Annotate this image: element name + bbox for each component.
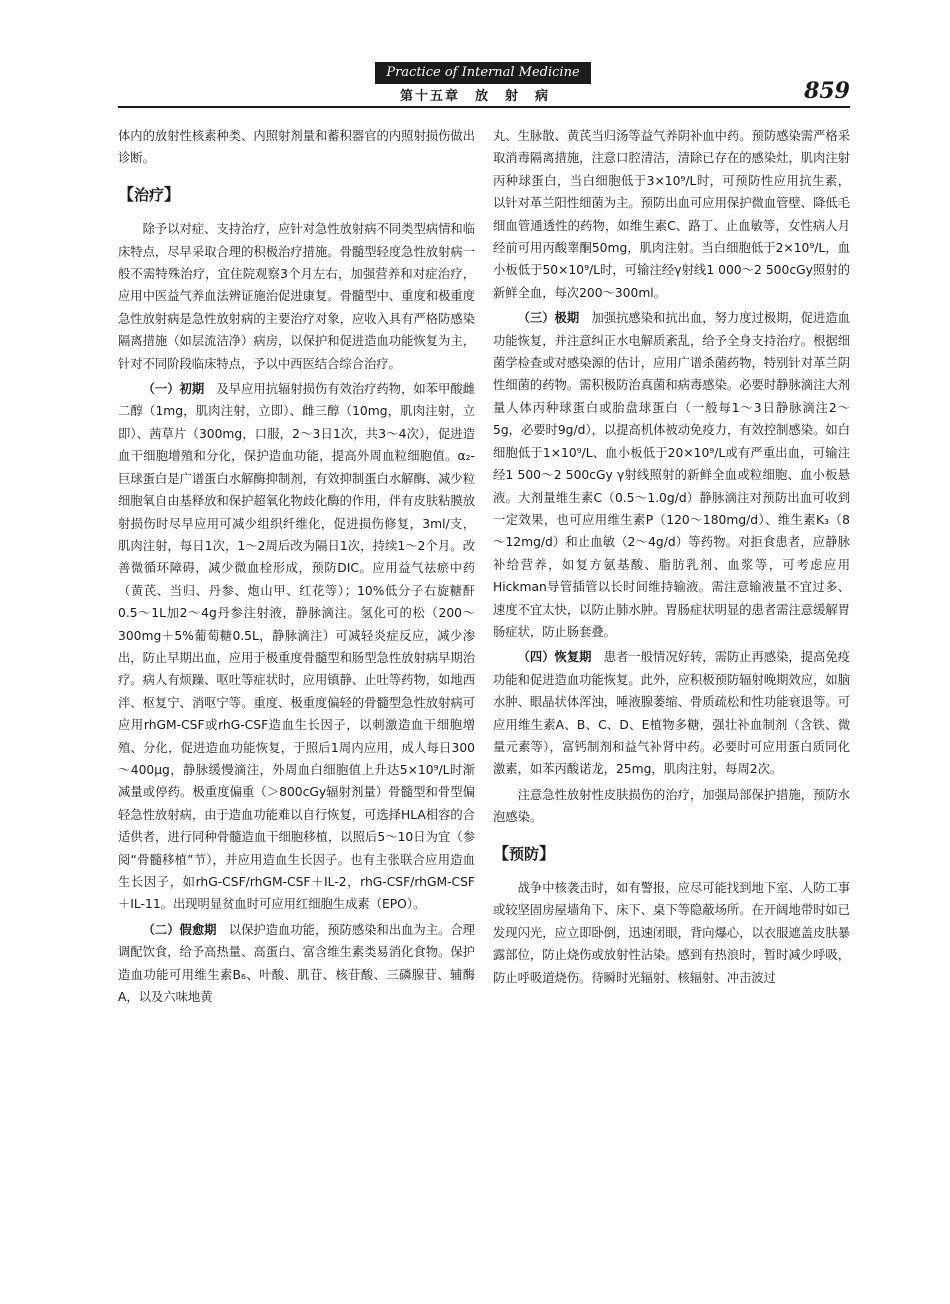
paragraph: 注意急性放射性皮肤损伤的治疗，加强局部保护措施，预防水泡感染。 (493, 787, 850, 825)
paragraph (118, 378, 475, 916)
phase-text: 加强抗感染和抗出血，努力度过极期，促进造血功能恢复，并注意纠正水电解质紊乱，给予全身支持治疗。根据细菌学检查或对感染源的估计，应用广谱杀菌药物，特别针对革兰阴性细菌的药物。需积极防治真菌和病毒感染。必要时静脉滴注大剂量人体丙种球蛋白或胎盘球蛋白（一般每1～3日静脉滴注2～5g，必要时9g/d），以提高机体被动免疫力，有效控制感染。如白细胞低于1×10⁹/L、血小板低于20×10⁹/L或有严重出血，可输注经1 500～2 500cGy γ射线照射的新鲜全血或粒细胞、血小板悬液。大剂量维生素C（0.5～1.0g/d）静脉滴注对预防出血可收到一定效果，也可应用维生素P（120～180mg/d）、维生素K₃（8～12mg/d）和止血敏（2～4g/d）等药物。对拒食患者，应静脉补给营养，如复方氨基酸、脂肪乳剂、血浆等，可考虑应用Hickman导管插管以长时间维持输液。需注意输液量不宜过多、速度不宜太快，以防止肺水肿。胃肠症状明显的患者需注意缓解胃肠症状，防止肠套叠。 (493, 311, 850, 639)
section-heading-prevention: 【预防】 (493, 843, 556, 863)
section-title: 治疗 (134, 185, 165, 204)
journal-title: Practice of Internal Medicine (386, 65, 580, 80)
left-column (118, 125, 475, 1011)
paragraph: 除予以对症、支持治疗，应针对急性放射病不同类型病情和临床特点，尽早采取合理的积极治疗措施。骨髓型轻度急性放射病一般不需特殊治疗，宜住院观察3个月左右，加强营养和对症治疗，应用中医益气养血法辨证施治促进康复。骨髓型中、重度和极重度急性放射病是急性放射病的主要治疗对象，应收入具有严格防感染隔离措施（如层流洁净）病房，以保护和促进造血功能恢复为主，针对不同阶段临床特点，予以中西医结合综合治疗。 (118, 222, 475, 371)
phase-text: 及早应用抗辐射损伤有效治疗药物，如苯甲酸雌二醇（1mg，肌肉注射，立即）、雌三醇（10mg，肌肉注射，立即）、茜草片（300mg，口服，2～3日1次，共3～4次），促进造血干细胞增殖和分化，保护造血功能，提高外周血粒细胞值。α₂-巨球蛋白是广谱蛋白水解酶抑制剂，有效抑制蛋白水解酶、减少粒细胞氧自由基释放和保护超氧化物歧化酶的作用，伴有皮肤粘膜放射损伤时尽早应用可减少组织纤维化，促进损伤修复，3ml/支，肌肉注射，每日1次，1～2周后改为隔日1次，持续1～2个月。改善微循环障碍，减少微血栓形成，预防DIC。应用益气祛瘀中药（黄芪、当归、丹参、炮山甲、红花等）；10%低分子右旋糖酐0.5～1L加2～4g丹参注射液，静脉滴注。氢化可的松（200～300mg＋5%葡萄糖0.5L，静脉滴注）可减轻炎症反应，减少渗出，防止早期出血，应用于极重度骨髓型和肠型急性放射病早期治疗。病人有烦躁、呕吐等症状时，应用镇静、止吐等药物，如地西泮、枢复宁、消呕宁等。重度、极重度偏轻的骨髓型急性放射病可应用rhGM-CSF或rhG-CSF造血生长因子，以刺激造血干细胞增殖、分化，促进造血功能恢复，于照后1周内应用，成人每日300～400μg，静脉缓慢滴注，外周血白细胞值上升达5×10⁹/L时渐减量或停药。极重度偏重（＞800cGy辐射剂量）骨髓型和骨型偏轻急性放射病，由于造血功能难以自行恢复，可选择HLA相容的合适供者，进行同种骨髓造血干细胞移植，以照后5～10日为宜（参阅“骨髓移植”节），并应用造血生长因子。也有主张联合应用造血生长因子，如rhG-CSF/rhGM-CSF＋IL-2，rhG-CSF/rhGM-CSF＋IL-11。出现明显贫血时可应用红细胞生成素（EPO）。 (118, 382, 475, 912)
section-title: 预防 (509, 844, 540, 863)
right-column (493, 125, 850, 992)
phase-heading: （二）假愈期 (142, 922, 217, 937)
phase-heading: （四）恢复期 (517, 650, 592, 665)
paragraph: 战争中核袭击时，如有警报，应尽可能找到地下室、人防工事或较坚固房屋墙角下、床下、桌下等隐蔽场所。在开阔地带时如已发现闪光，应立即卧倒，迅速闭眼，背向爆心，以衣服遮盖皮肤暴露部位，防止烧伤或放射性沾染。感到有热浪时，暂时减少呼吸，防止呼吸道烧伤。待瞬时光辐射、核辐射、冲击波过 (493, 881, 850, 985)
phase-text: 以保护造血功能，预防感染和出血为主。合理调配饮食，给予高热量、高蛋白、富含维生素类易消化食物。保护造血功能可用维生素B₆、叶酸、肌苷、核苷酸、三磷腺苷、辅酶A，以及六味地黄 (118, 922, 475, 1005)
page-number: 859 (804, 78, 850, 104)
header-rule (118, 106, 850, 108)
phase-text: 患者一般情况好转，需防止再感染，提高免疫功能和促进造血功能恢复。此外，应积极预防辐射晚期效应，如脑水肿、眼晶状体浑浊，唾液腺萎缩、骨质疏松和性功能衰退等。可应用维生素A、B、C、D、E植物多糖，强壮补血制剂（含铁、微量元素等），富钙制剂和益气补肾中药。必要时可应用蛋白质同化激素，如苯丙酸诺龙，25mg，肌肉注射，每周2次。 (493, 650, 850, 777)
journal-header-band (375, 62, 591, 84)
phase-heading: （一）初期 (142, 382, 205, 397)
paragraph (493, 307, 850, 643)
paragraph: 丸、生脉散、黄芪当归汤等益气养阴补血中药。预防感染需严格采取消毒隔离措施，注意口腔清洁，清除已存在的感染灶，肌肉注射丙种球蛋白，当白细胞低于3×10⁹/L时，可预防性应用抗生素，以针对革兰阳性细菌为主。预防出血可应用保护微血管壁、降低毛细血管通透性的药物，如维生素C、路丁、止血敏等，女性病人月经前可用丙酸睾酮50mg，肌肉注射。当白细胞低于2×10⁹/L，血小板低于50×10⁹/L时，可输注经γ射线1 000～2 500cGy照射的新鲜全血，每次200～300ml。 (493, 129, 850, 300)
chapter-title: 第十五章 放 射 病 (400, 89, 551, 104)
phase-heading: （三）极期 (517, 311, 580, 326)
paragraph: 体内的放射性核素种类、内照射剂量和蓄积器官的内照射损伤做出诊断。 (118, 129, 475, 166)
section-heading-treatment: 【治疗】 (118, 184, 181, 204)
paragraph (118, 919, 475, 1009)
paragraph (493, 646, 850, 780)
